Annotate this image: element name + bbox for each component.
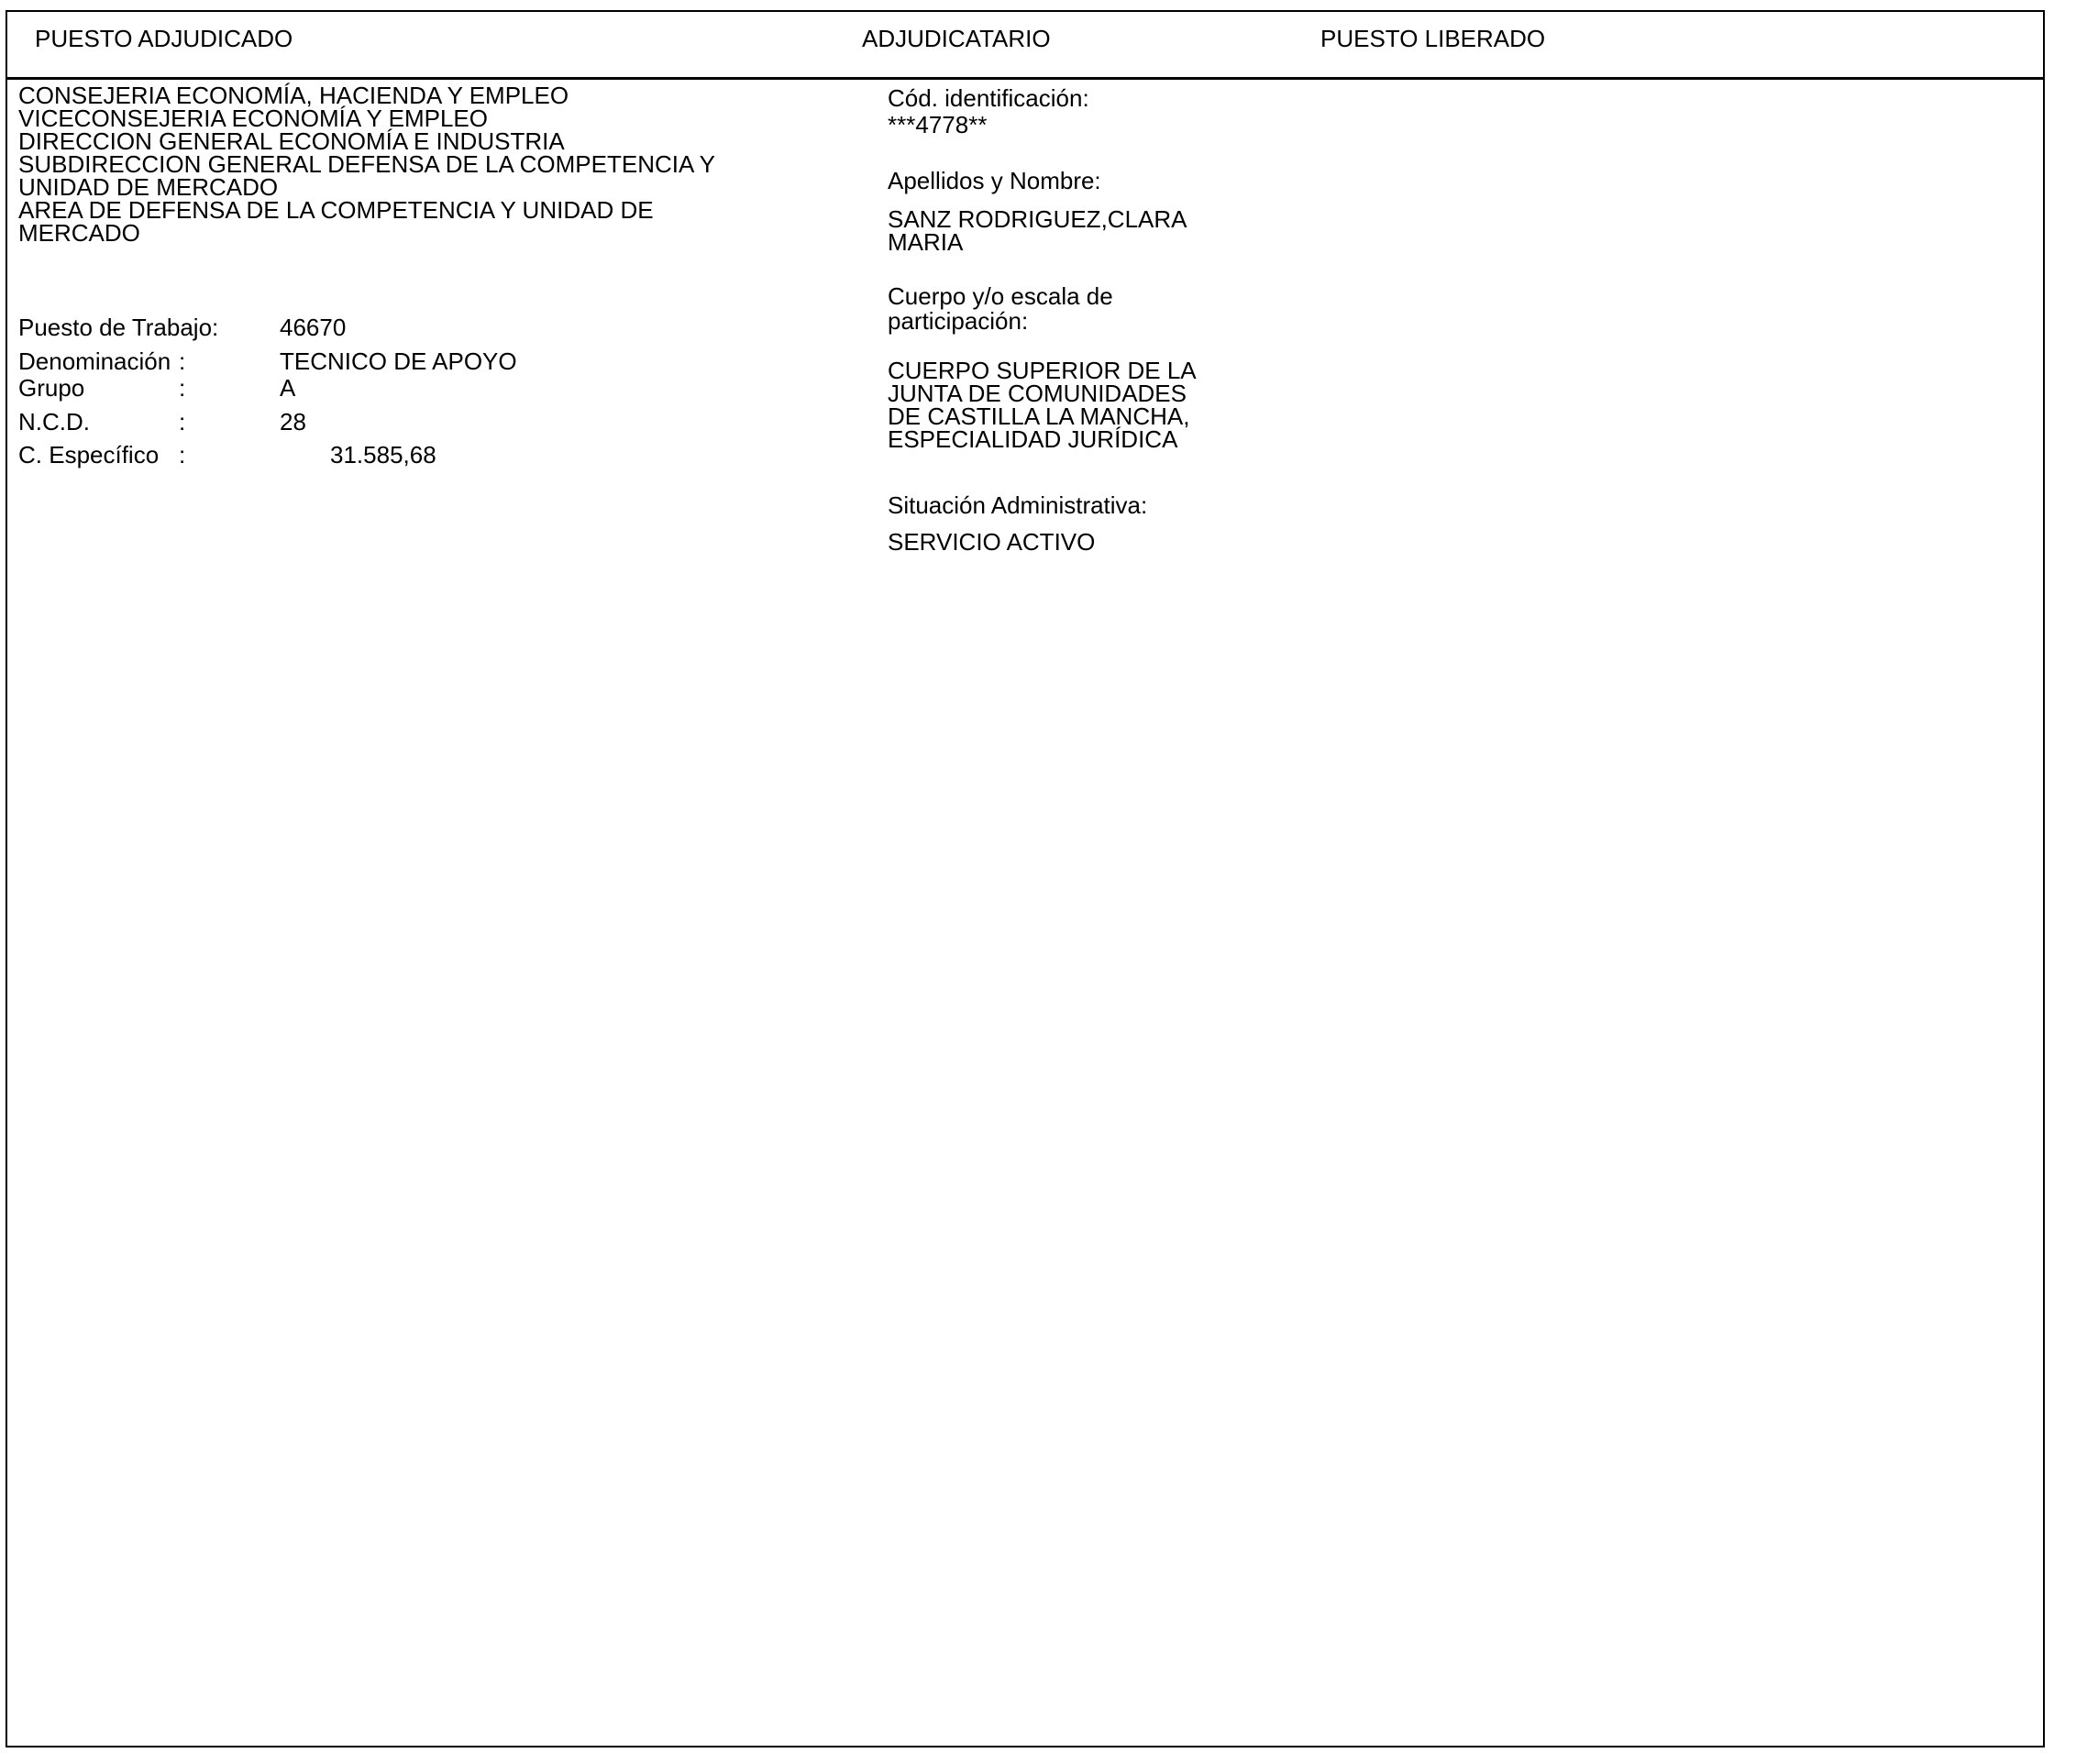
field-label: Denominación <box>18 347 171 375</box>
field-label: Grupo <box>18 374 85 402</box>
field-row-puesto-trabajo <box>18 316 844 340</box>
cuerpo-escala-value <box>888 359 1197 451</box>
field-value: 28 <box>280 408 306 435</box>
field-colon: : <box>179 347 186 375</box>
org-hierarchy <box>18 84 715 245</box>
text-line: DIRECCION GENERAL ECONOMÍA E INDUSTRIA <box>18 127 565 155</box>
text-line: DE CASTILLA LA MANCHA, <box>888 402 1190 430</box>
header-separator-line <box>7 77 2043 80</box>
text-line: ESPECIALIDAD JURÍDICA <box>888 425 1178 453</box>
field-value: TECNICO DE APOYO <box>280 347 517 375</box>
cod-identificacion-label: Cód. identificación: <box>888 84 1089 112</box>
text-line: CUERPO SUPERIOR DE LA <box>888 357 1197 384</box>
header-adjudicatario: ADJUDICATARIO <box>862 25 1051 52</box>
field-label: C. Específico <box>18 441 160 469</box>
field-value: 46670 <box>280 314 347 341</box>
field-colon: : <box>179 408 186 435</box>
text-line: participación: <box>888 307 1029 335</box>
text-line: AREA DE DEFENSA DE LA COMPETENCIA Y UNIDAD DE <box>18 196 654 224</box>
field-value: A <box>280 374 296 402</box>
document-frame <box>6 10 2045 1747</box>
field-row-ncd <box>18 408 844 435</box>
text-line: MARIA <box>888 228 964 256</box>
header-puesto-liberado: PUESTO LIBERADO <box>1320 25 1546 52</box>
field-label: Puesto de Trabajo: <box>18 314 219 341</box>
field-row-denominacion <box>18 347 844 375</box>
text-line: JUNTA DE COMUNIDADES <box>888 380 1187 407</box>
text-line: SUBDIRECCION GENERAL DEFENSA DE LA COMPETENCIA Y <box>18 150 715 178</box>
field-row-grupo <box>18 374 844 402</box>
text-line: VICECONSEJERIA ECONOMÍA Y EMPLEO <box>18 105 488 132</box>
field-colon: : <box>179 441 186 469</box>
situacion-administrativa-label: Situación Administrativa: <box>888 491 1148 519</box>
situacion-administrativa-value: SERVICIO ACTIVO <box>888 528 1096 556</box>
text-line: UNIDAD DE MERCADO <box>18 173 279 201</box>
cuerpo-escala-label <box>888 284 1113 334</box>
header-puesto-adjudicado: PUESTO ADJUDICADO <box>35 25 293 52</box>
field-label: N.C.D. <box>18 408 90 435</box>
cod-identificacion-value: ***4778** <box>888 111 988 138</box>
text-line: SANZ RODRIGUEZ,CLARA <box>888 205 1187 233</box>
apellidos-nombre-label: Apellidos y Nombre: <box>888 167 1101 194</box>
field-row-c-especifico <box>18 441 844 469</box>
field-colon: : <box>179 374 186 402</box>
text-line: Cuerpo y/o escala de <box>888 282 1113 310</box>
text-line: MERCADO <box>18 219 140 247</box>
text-line: CONSEJERIA ECONOMÍA, HACIENDA Y EMPLEO <box>18 82 569 109</box>
field-value: 31.585,68 <box>330 441 436 469</box>
apellidos-nombre-value <box>888 205 1187 256</box>
